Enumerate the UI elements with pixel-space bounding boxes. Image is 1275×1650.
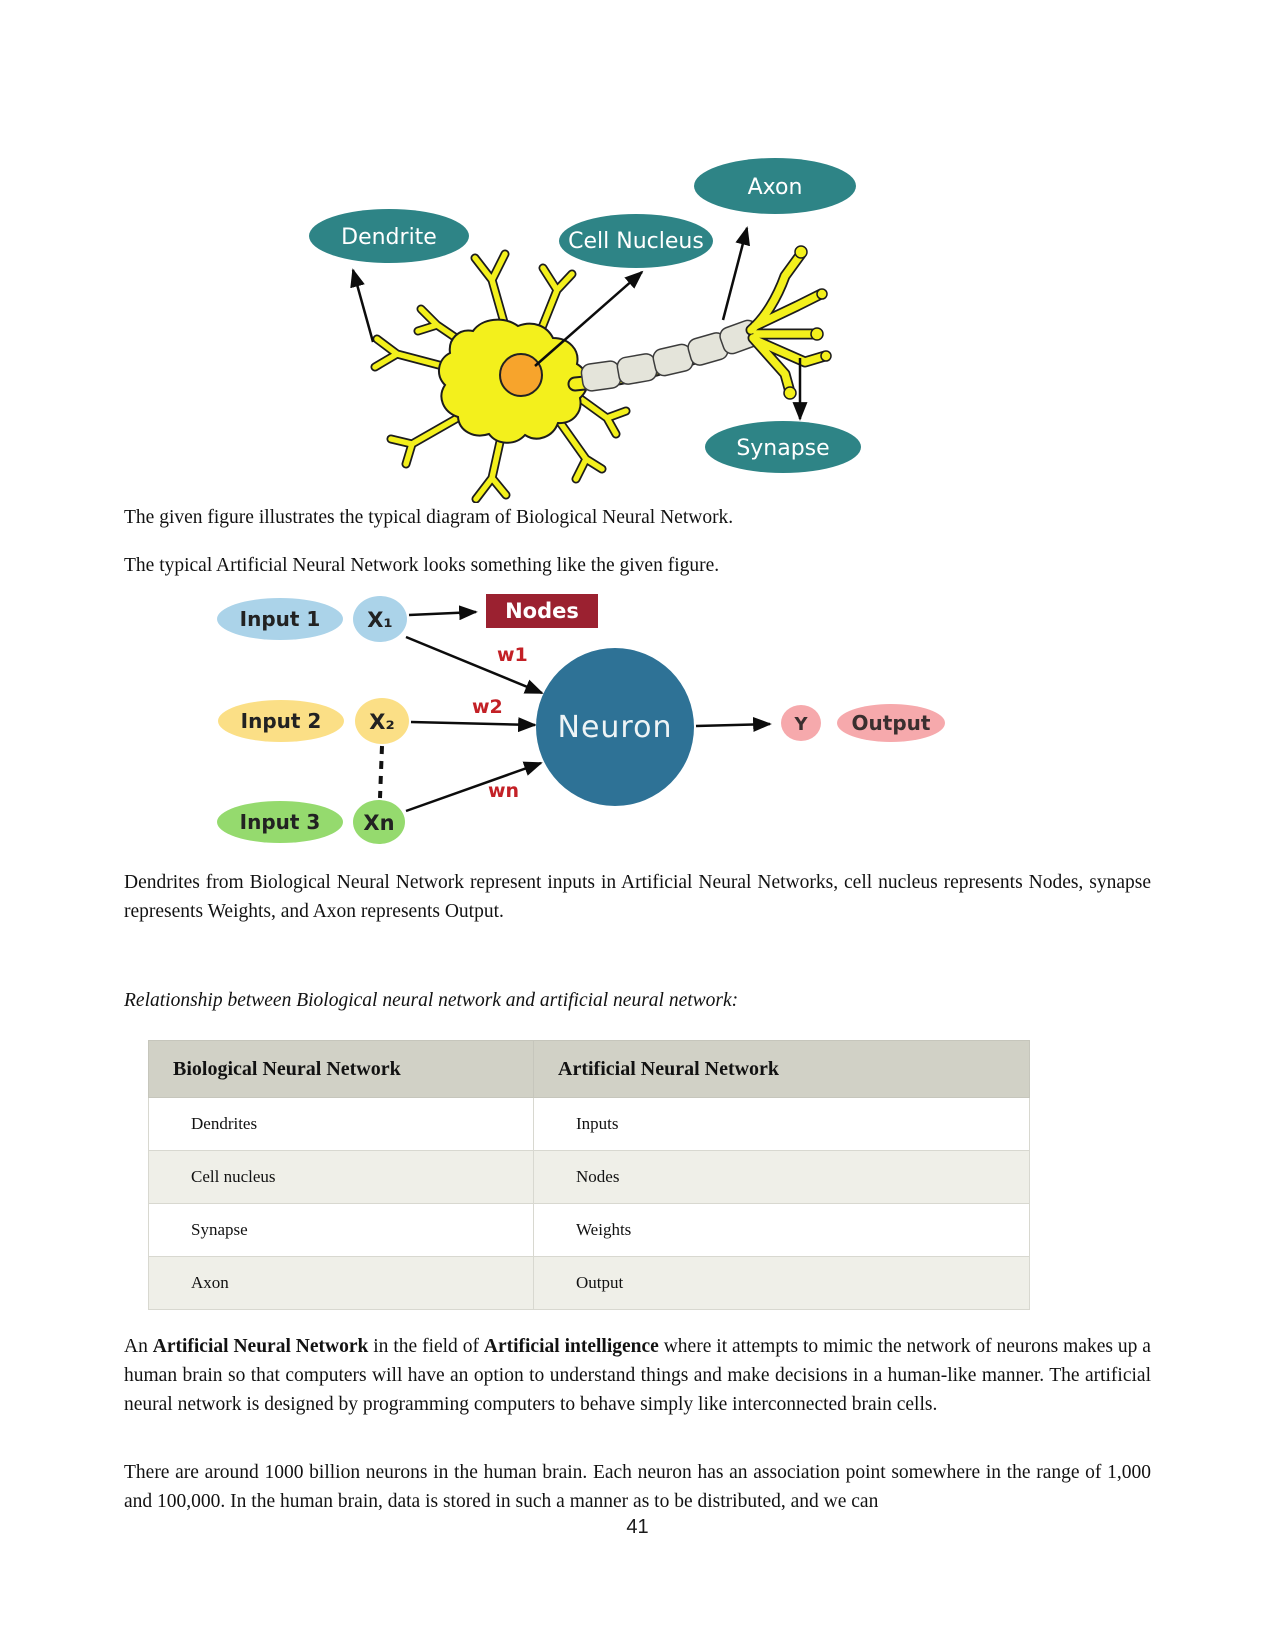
arrow-x2-to-neuron xyxy=(411,722,535,725)
cell-ann-2: Nodes xyxy=(534,1151,1030,1204)
table-row xyxy=(149,1151,1030,1204)
arrow-neuron-to-y xyxy=(696,724,770,726)
neuron-label: Neuron xyxy=(557,710,673,745)
p4-bold-ann: Artificial Neural Network xyxy=(152,1336,369,1357)
table-row xyxy=(149,1257,1030,1310)
ann-definition-paragraph xyxy=(124,1332,1151,1419)
p4-rest: where it attempts to mimic the network of neurons makes up a human brain so that computers will have an option to understand things and make decisions in a human-like manner. The artificial neural network is designed by programming computers to behave simply like interconnected brain cells. xyxy=(124,1336,1151,1415)
table-row xyxy=(149,1098,1030,1151)
weight-wn-label: wn xyxy=(488,780,520,802)
p4-bold-ai: Artificial intelligence xyxy=(483,1336,659,1357)
table-row xyxy=(149,1204,1030,1257)
arrow-to-dendrite xyxy=(353,270,373,342)
cell-nucleus-shape xyxy=(500,354,542,396)
xn-label: Xn xyxy=(363,811,395,835)
p4-prefix: An xyxy=(124,1336,153,1357)
myelin-sheath xyxy=(580,318,762,392)
page-number: 41 xyxy=(626,1516,649,1538)
input1-label: Input 1 xyxy=(239,607,321,631)
cell-bio-4: Axon xyxy=(149,1257,534,1310)
ann-figure-caption: The typical Artificial Neural Network looks something like the given figure. xyxy=(124,555,720,576)
header-artificial: Artificial Neural Network xyxy=(534,1041,1030,1098)
p4-mid: in the field of xyxy=(368,1336,484,1357)
header-biological: Biological Neural Network xyxy=(149,1041,534,1098)
arrow-to-axon xyxy=(723,228,747,320)
bio-figure-caption: The given figure illustrates the typical diagram of Biological Neural Network. xyxy=(124,507,734,528)
synapse-label: Synapse xyxy=(736,436,830,461)
dendrite-label: Dendrite xyxy=(341,225,437,250)
output-label: Output xyxy=(851,711,931,735)
relationship-heading: Relationship between Biological neural network and artificial neural network: xyxy=(124,990,739,1011)
cell-bio-3: Synapse xyxy=(149,1204,534,1257)
ann-diagram xyxy=(210,585,955,865)
neurons-count-paragraph: There are around 1000 billion neurons in the human brain. Each neuron has an association point somewhere in the range of 1,000 and 100,000. In the human brain, data is stored in such a manner as to be distributed, and we can xyxy=(124,1462,1151,1512)
bnn-ann-comparison-table xyxy=(148,1040,1030,1310)
nodes-label: Nodes xyxy=(505,599,579,623)
arrow-x1-to-nodes xyxy=(409,612,476,615)
cell-ann-4: Output xyxy=(534,1257,1030,1310)
cell-bio-1: Dendrites xyxy=(149,1098,534,1151)
x1-label: X₁ xyxy=(367,608,393,632)
cell-ann-3: Weights xyxy=(534,1204,1030,1257)
biological-neuron-diagram xyxy=(285,148,885,503)
axon-label: Axon xyxy=(747,175,803,200)
x2-label: X₂ xyxy=(369,710,395,734)
cell-ann-1: Inputs xyxy=(534,1098,1030,1151)
mapping-paragraph: Dendrites from Biological Neural Network represent inputs in Artificial Neural Networks, cell nucleus represents Nodes, synapse represents Weights, and Axon represents Output. xyxy=(124,872,1151,922)
y-label: Y xyxy=(794,714,808,735)
input3-label: Input 3 xyxy=(239,810,321,834)
table-header-row xyxy=(149,1041,1030,1098)
input-ellipsis-dashed-line xyxy=(380,746,382,798)
cell-bio-2: Cell nucleus xyxy=(149,1151,534,1204)
weight-w2-label: w2 xyxy=(472,696,503,718)
arrow-xn-to-neuron xyxy=(406,763,541,811)
input2-label: Input 2 xyxy=(240,709,322,733)
weight-w1-label: w1 xyxy=(497,644,528,666)
cell-nucleus-label: Cell Nucleus xyxy=(568,229,704,254)
